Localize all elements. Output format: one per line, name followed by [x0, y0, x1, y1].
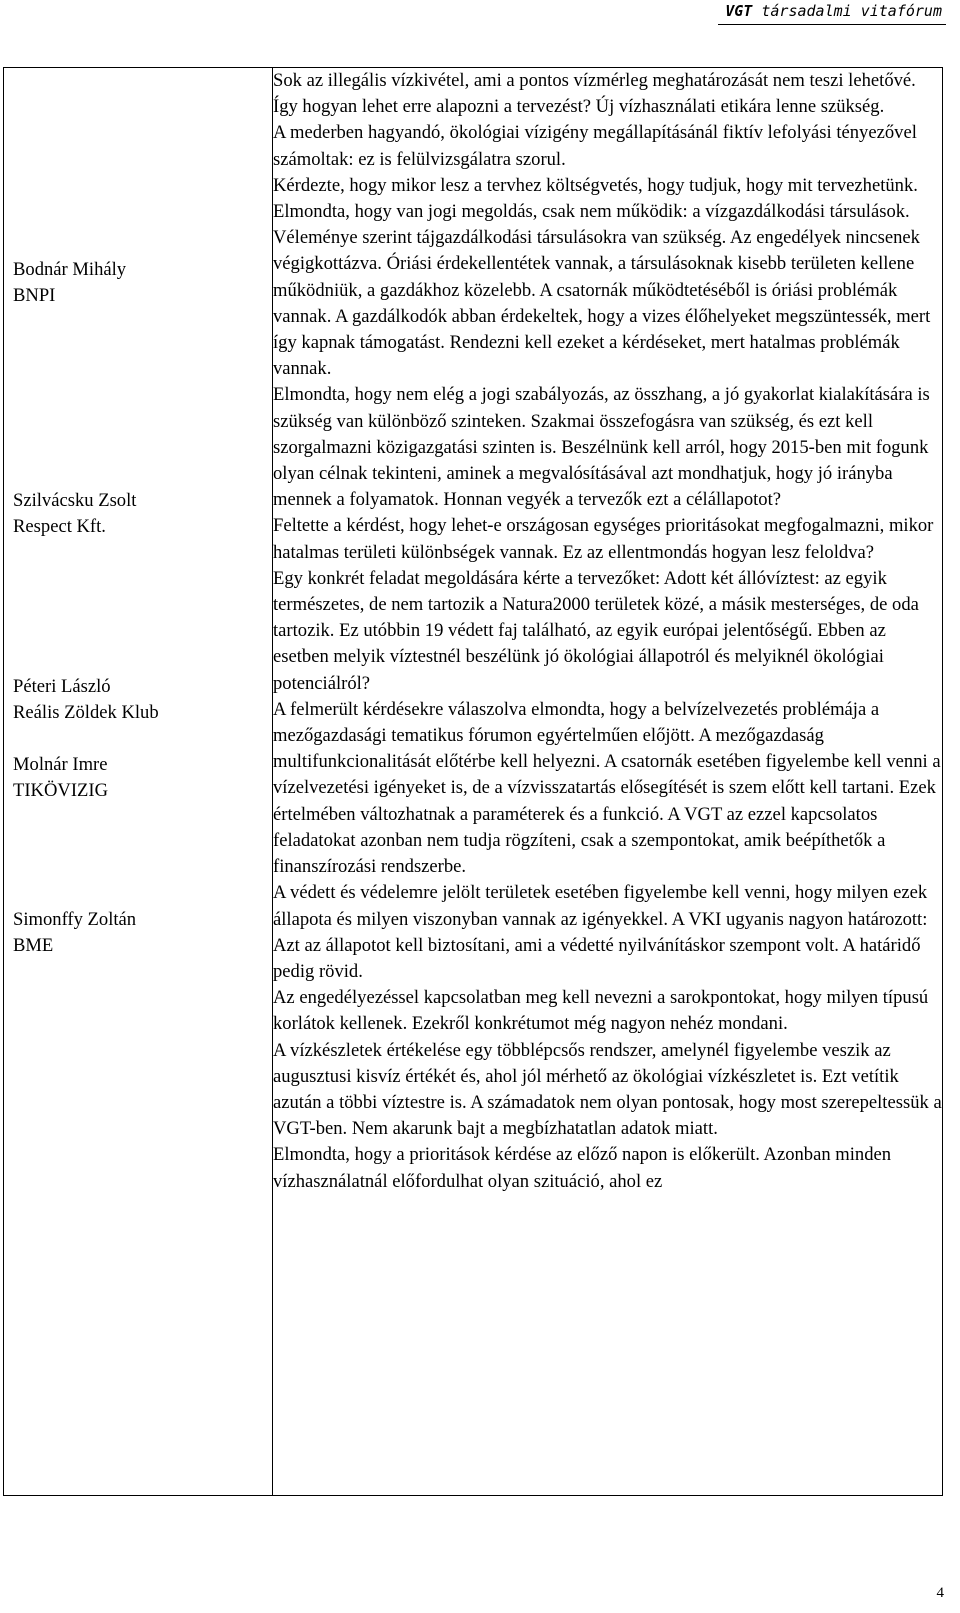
speaker-org: Reális Zöldek Klub [13, 702, 159, 723]
speaker-3 [13, 674, 159, 726]
speaker-name: Szilvácsku Zsolt [13, 490, 137, 511]
speaker-2 [13, 488, 136, 540]
speaker-name: Péteri László [13, 676, 111, 697]
minutes-table [3, 67, 943, 1496]
speaker-4 [13, 752, 108, 804]
content-column [273, 68, 943, 1496]
paragraph-4: Elmondta, hogy van jogi megoldás, csak nem működik: a vízgazdálkodási társulások. Véleménye szerint tájgazdálkodási társulásokra van szükség. Az engedélyek nincsenek végigkottázva. Óriási érdekellentétek vannak, a társulásoknak kisebb területen kellene működniük, a gazdákhoz közelebb. A csatornák működtetéséből is óriási problémák vannak. A gazdálkodók abban érdekeltek, hogy a vizes élőhelyeket megszüntessék, mert így kapnak támogatást. Rendezni kell ezeket a kérdéseket, mert hatalmas problémák vannak. [273, 201, 931, 380]
paragraph-10: Az engedélyezéssel kapcsolatban meg kell nevezni a sarokpontokat, hogy milyen típusú korlátok kellenek. Ezekről konkrétumot még nagyon nehéz mondani. [273, 987, 929, 1035]
paragraph-7: Egy konkrét feladat megoldására kérte a tervezőket: Adott két állóvíztest: az egyik természetes, de nem tartozik a Natura2000 területek közé, a másik mesterséges, de oda tartozik. Ez utóbbin 19 védett faj található, az egyik európai jelentőségű. Ebben az esetben melyik víztestnél beszélünk jó ökológiai állapotról és melyiknél ökológiai potenciálról? [273, 567, 919, 694]
paragraph-3: Kérdezte, hogy mikor lesz a tervhez költségvetés, hogy tudjuk, hogy mit tervezhetünk. [273, 174, 918, 196]
paragraph-6: Feltette a kérdést, hogy lehet-e országosan egységes prioritásokat megfogalmazni, mikor hatalmas területi különbségek vannak. Ez az ellentmondás hogyan lesz feloldva? [273, 515, 934, 563]
speaker-name: Bodnár Mihály [13, 259, 127, 280]
header-title: társadalmi vitafórum [761, 2, 942, 20]
page-header [725, 2, 942, 20]
header-rule [718, 24, 946, 25]
page-number: 4 [936, 1585, 944, 1601]
table-row [4, 68, 943, 1496]
paragraph-5: Elmondta, hogy nem elég a jogi szabályozás, az összhang, a jó gyakorlat kialakítására is szükség van különböző szinteken. Szakmai összefogásra van szükség, és ezt kell szorgalmazni közigazgatási szinten is. Beszélnünk kell arról, hogy 2015-ben mit fogunk olyan célnak tekinteni, aminek a megvalósításával azt mondhatjuk, hogy jó irányba mennek a folyamatok. Honnan vegyék a tervezők ezt a célállapotot? [273, 384, 930, 511]
speaker-org: BME [13, 935, 54, 956]
paragraph-8: A felmerült kérdésekre válaszolva elmondta, hogy a belvízelvezetés problémája a mezőgazdasági tematikus fórumon egyértelműen előjött. A mezőgazdaság multifunkcionalitását előtérbe kell helyezni. A csatornák esetében figyelembe kell venni a vízelvezetési igényeket is, de a vízvisszatartás elősegítését is szem előtt kell tartani. Ezek értelmében változhatnak a paraméterek és a funkció. A VGT az ezzel kapcsolatos feladatokat azonban nem tudja rögzíteni, csak a szempontokat, amik beépíthetők a finanszírozási rendszerbe. [273, 698, 941, 878]
paragraph-12: Elmondta, hogy a prioritások kérdése az előző napon is előkerült. Azonban minden vízhasználatnál előfordulhat olyan szituáció, ahol ez [273, 1144, 892, 1192]
paragraph-2: A mederben hagyandó, ökológiai vízigény megállapításánál fiktív lefolyási tényezővel számoltak: ez is felülvizsgálatra szorul. [273, 122, 917, 170]
speaker-name: Molnár Imre [13, 754, 108, 775]
speaker-org: Respect Kft. [13, 516, 106, 537]
header-prefix: VGT [725, 2, 753, 20]
speaker-name: Simonffy Zoltán [13, 909, 137, 930]
paragraph-9: A védett és védelemre jelölt területek esetében figyelembe kell venni, hogy milyen ezek állapota és milyen viszonyban vannak az igényekkel. A VKI ugyanis nagyon határozott: Azt az állapotot kell biztosítani, ami a védetté nyilvánításkor szempont volt. A határidő pedig rövid. [273, 882, 928, 982]
speaker-org: BNPI [13, 285, 56, 306]
speaker-org: TIKÖVIZIG [13, 780, 109, 801]
speaker-5 [13, 907, 136, 959]
paragraph-1: Sok az illegális vízkivétel, ami a pontos vízmérleg meghatározását nem teszi lehetővé. Így hogyan lehet erre alapozni a tervezést? Új vízhasználati etikára lenne szükség. [273, 70, 916, 118]
speaker-1 [13, 257, 126, 309]
paragraph-11: A vízkészletek értékelése egy többlépcsős rendszer, amelynél figyelembe veszik az augusztusi kisvíz értékét és, ahol jól mérhető az ökológiai vízkészletet is. Ezt vetítik azután a többi víztestre is. A számadatok nem olyan pontosak, hogy most szerepeltessük a VGT-ben. Nem akarunk bajt a megbízhatatlan adatok miatt. [273, 1039, 942, 1140]
